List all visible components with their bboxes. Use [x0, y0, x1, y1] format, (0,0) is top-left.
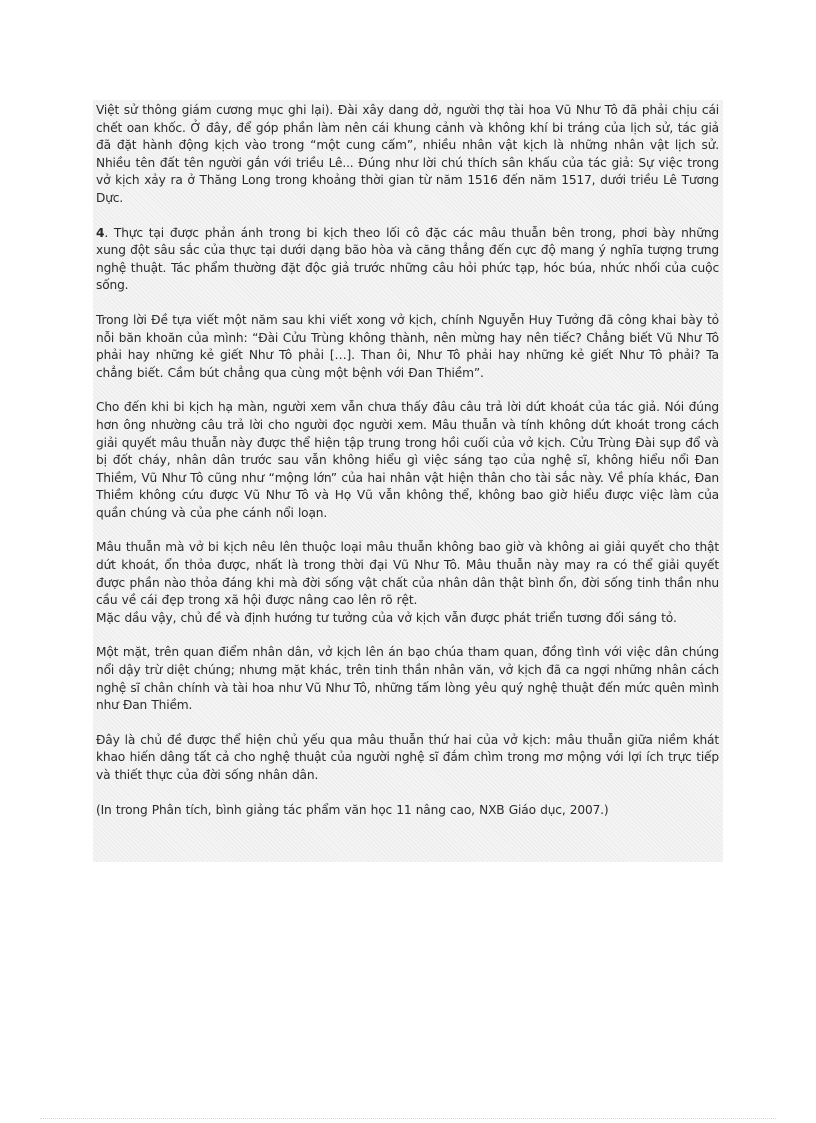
paragraph-main-theme: Đây là chủ đề được thể hiện chủ yếu qua mâu thuẫn thứ hai của vở kịch: mâu thuẫn giữa niềm khát khao hiến dâng tất cả cho nghệ thuật của người nghệ sĩ đắm chìm trong mơ mộng với lợi ích trực tiếp và thiết thực của đời sống nhân dân. [96, 732, 719, 782]
paragraph-two-sides: Một mặt, trên quan điểm nhân dân, vở kịch lên án bạo chúa tham quan, đồng tình với việc dân chúng nổi dậy trừ diệt chúng; nhưng mặt khác, trên tinh thần nhân văn, vở kịch đã ca ngợi những nhân cách nghệ sĩ chân chính và tài hoa như Vũ Như Tô, những tấm lòng yêu quý nghệ thuật đến mức quên mình như Đan Thiềm. [96, 645, 719, 713]
paragraph-history-context: Việt sử thông giám cương mục ghi lại). Đài xây dang dở, người thợ tài hoa Vũ Như Tô đã phải chịu cái chết oan khốc. Ở đây, để góp phần làm nên cái khung cảnh và không khí bi tráng của lịch sử, tác giả đã đặt hành động kịch vào trong “một cung cấm”, nhiều nhân vật kịch là những nhân vật lịch sử. Nhiều tên đất tên người gắn với triều Lê... Đúng như lời chú thích sân khấu của tác giả: Sự việc trong vở kịch xảy ra ở Thăng Long trong khoảng thời gian từ năm 1516 đến năm 1517, dưới triều Lê Tương Dực. [96, 103, 719, 205]
paragraph-theme-orientation: Mặc dầu vậy, chủ đề và định hướng tư tưởng của vở kịch vẫn được phát triển tương đối sáng tỏ. [96, 610, 677, 625]
paragraph-conflict: Mâu thuẫn mà vở bi kịch nêu lên thuộc loại mâu thuẫn không bao giờ và không ai giải quyết cho thật dứt khoát, ổn thỏa được, nhất là trong thời đại Vũ Như Tô. Mâu thuẫn này may ra có thể giải quyết được phần nào thỏa đáng khi mà đời sống vật chất của nhân dân thật bình ổn, đời sống tinh thần nhu cầu về cái đẹp trong xã hội được nâng cao lên rõ rệt. [96, 540, 719, 608]
paragraph-section-4-text: . Thực tại được phản ánh trong bi kịch theo lối cô đặc các mâu thuẫn bên trong, phơi bày những xung đột sâu sắc của thực tại dưới dạng bão hòa và căng thẳng đến cực độ mang ý nghĩa tượng trưng nghệ thuật. Tác phẩm thường đặt độc giả trước những câu hỏi phức tạp, hóc búa, nhức nhối của cuộc sống. [96, 225, 719, 293]
page-bottom-divider [40, 1118, 776, 1119]
paragraph-preface-quote: Trong lời Đề tựa viết một năm sau khi viết xong vở kịch, chính Nguyễn Huy Tưởng đã công khai bày tỏ nỗi băn khoăn của mình: “Đài Cửu Trùng không thành, nên mừng hay nên tiếc? Chẳng biết Vũ Như Tô phải hay những kẻ giết Như Tô phải […]. Than ôi, Như Tô phải hay những kẻ giết Như Tô phải? Ta chẳng biết. Cầm bút chẳng qua cùng một bệnh với Đan Thiềm”. [96, 312, 719, 380]
section-number: 4 [96, 225, 105, 240]
source-citation: (In trong Phân tích, bình giảng tác phẩm văn học 11 nâng cao, NXB Giáo dục, 2007.) [96, 802, 609, 817]
paragraph-section-4 [96, 225, 719, 295]
paragraph-ending: Cho đến khi bi kịch hạ màn, người xem vẫn chưa thấy đâu câu trả lời dứt khoát của tác giả. Nói đúng hơn ông nhường câu trả lời cho người đọc người xem. Mâu thuẫn và tính không dứt khoát trong cách giải quyết mâu thuẫn này được thể hiện tập trung trong hồi cuối của vở kịch. Cửu Trùng Đài sụp đổ và bị đốt cháy, nhân dân trước sau vẫn không hiểu gì việc sáng tạo của nghệ sĩ, không hiểu nổi Đan Thiềm, Vũ Như Tô cũng như “mộng lớn” của hai nhân vật hiện thân cho tài sắc này. Về phía khác, Đan Thiềm không cứu được Vũ Như Tô và Họ Vũ vẫn không thể, không bao giờ hiểu được việc làm của quần chúng và của phe cánh nổi loạn. [96, 400, 719, 520]
article-body [93, 100, 723, 862]
